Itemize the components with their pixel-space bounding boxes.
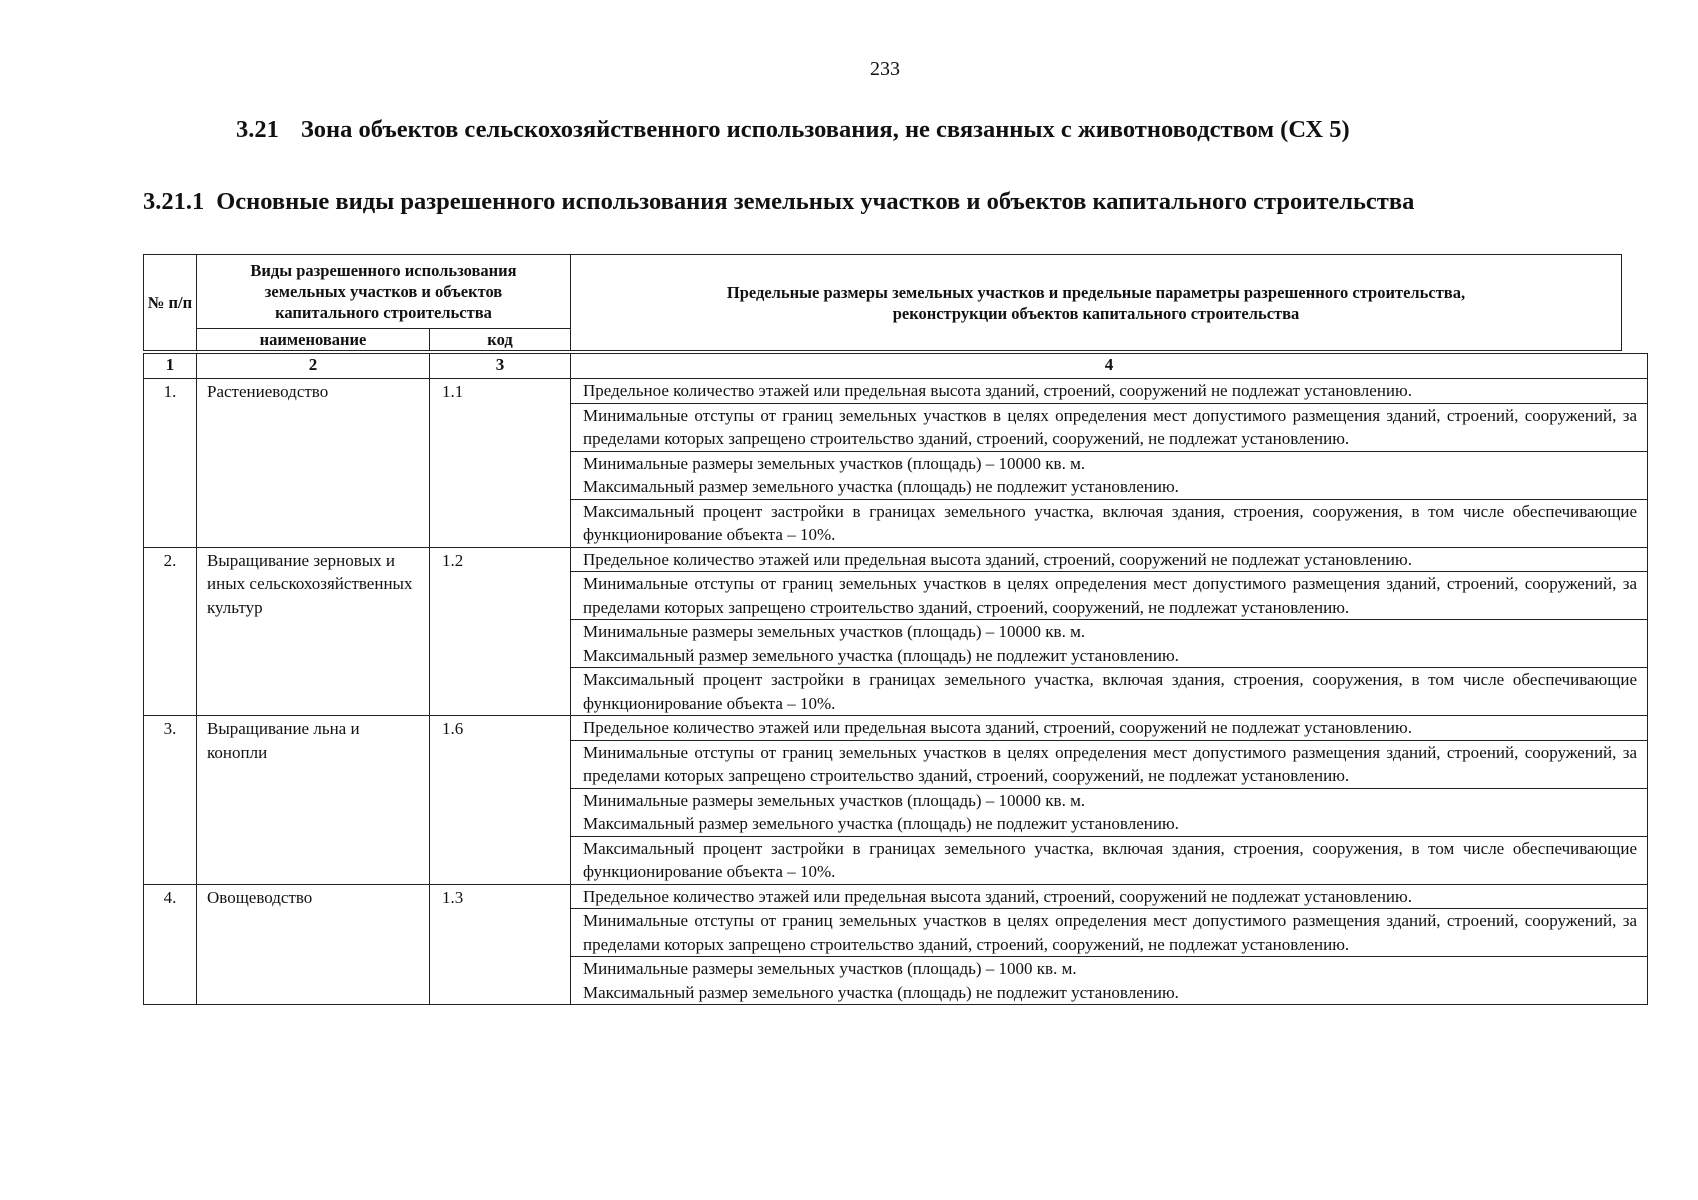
params-cell: [571, 884, 1648, 1005]
param-item: Предельное количество этажей или предельная высота зданий, строений, сооружений не подлежат установлению.: [583, 886, 1412, 906]
section-title: Зона объектов сельскохозяйственного использования, не связанных с животноводством (СХ 5): [300, 116, 1350, 143]
param-item: Предельное количество этажей или предельная высота зданий, строений, сооружений не подлежат установлению.: [583, 718, 1412, 737]
params-cell: [571, 716, 1648, 885]
table-header: [143, 254, 1622, 351]
param-line: Минимальные размеры земельных участков (площадь) – 1000 кв. м.: [583, 959, 1077, 978]
header-num: № п/п: [144, 255, 197, 351]
row-index: 3.: [144, 716, 197, 885]
params-cell: [571, 379, 1648, 548]
column-numbers-row: [144, 354, 1648, 379]
section-heading: [236, 116, 1350, 144]
use-type-name: Выращивание льна и конопли: [197, 716, 430, 885]
param-item: [571, 788, 1647, 836]
table-row: [144, 716, 1648, 885]
param-line: Минимальные размеры земельных участков (площадь) – 10000 кв. м.: [583, 790, 1086, 810]
param-line: Максимальный размер земельного участка (площадь) не подлежит установлению.: [583, 982, 1179, 1002]
param-item: Максимальный процент застройки в границах земельного участка, включая здания, строения, сооружения, в том числе обеспечивающие функционирование объекта – 10%.: [571, 499, 1647, 547]
param-item: Предельное количество этажей или предельная высота зданий, строений, сооружений не подлежат установлению.: [583, 549, 1412, 569]
data-table: [143, 353, 1648, 1005]
param-line: Минимальные размеры земельных участков (площадь) – 10000 кв. м.: [583, 622, 1086, 641]
page-number: 233: [870, 58, 900, 80]
row-index: 2.: [144, 547, 197, 716]
use-type-name: Овощеводство: [197, 884, 430, 1005]
param-item: Максимальный процент застройки в границах земельного участка, включая здания, строения, сооружения, в том числе обеспечивающие функционирование объекта – 10%.: [571, 836, 1647, 884]
use-type-name: Выращивание зерновых и иных сельскохозяйственных культур: [197, 547, 430, 716]
table-row: [144, 379, 1648, 548]
column-number: 3: [430, 354, 571, 379]
section-number: 3.21: [236, 116, 279, 143]
column-number: 4: [571, 354, 1648, 379]
param-item: Максимальный процент застройки в границах земельного участка, включая здания, строения, сооружения, в том числе обеспечивающие функционирование объекта – 10%.: [571, 667, 1647, 715]
row-index: 1.: [144, 379, 197, 548]
subsection-heading: [143, 188, 1414, 216]
param-item: Минимальные отступы от границ земельных участков в целях определения мест допустимого размещения зданий, строений, сооружений, за пределами которых запрещено строительство зданий, строений, сооружений, не подлежат установлению.: [571, 571, 1647, 619]
param-item: Предельное количество этажей или предельная высота зданий, строений, сооружений не подлежат установлению.: [583, 381, 1412, 400]
use-type-code: 1.6: [430, 716, 571, 885]
header-types-group: Виды разрешенного использования земельных участков и объектов капитального строительства: [197, 255, 571, 329]
param-item: [571, 619, 1647, 667]
table-row: [144, 547, 1648, 716]
param-item: Минимальные отступы от границ земельных участков в целях определения мест допустимого размещения зданий, строений, сооружений, за пределами которых запрещено строительство зданий, строений, сооружений, не подлежат установлению.: [571, 740, 1647, 788]
row-index: 4.: [144, 884, 197, 1005]
param-item: Минимальные отступы от границ земельных участков в целях определения мест допустимого размещения зданий, строений, сооружений, за пределами которых запрещено строительство зданий, строений, сооружений, не подлежат установлению.: [571, 403, 1647, 451]
use-type-name: Растениеводство: [197, 379, 430, 548]
column-number: 1: [144, 354, 197, 379]
use-type-code: 1.2: [430, 547, 571, 716]
param-line: Максимальный размер земельного участка (площадь) не подлежит установлению.: [583, 477, 1179, 496]
subsection-title: Основные виды разрешенного использования земельных участков и объектов капитального строительства: [216, 188, 1415, 215]
param-item: [571, 956, 1647, 1004]
header-code: код: [430, 329, 571, 351]
param-line: Минимальные размеры земельных участков (площадь) – 10000 кв. м.: [583, 453, 1086, 473]
column-number: 2: [197, 354, 430, 379]
param-line: Максимальный размер земельного участка (площадь) не подлежит установлению.: [583, 814, 1179, 833]
use-type-code: 1.3: [430, 884, 571, 1005]
subsection-number: 3.21.1: [143, 188, 205, 215]
header-name: наименование: [197, 329, 430, 351]
use-type-code: 1.1: [430, 379, 571, 548]
param-item: Минимальные отступы от границ земельных участков в целях определения мест допустимого размещения зданий, строений, сооружений, за пределами которых запрещено строительство зданий, строений, сооружений, не подлежат установлению.: [571, 908, 1647, 956]
table-row: [144, 884, 1648, 1005]
param-item: [571, 451, 1647, 499]
params-cell: [571, 547, 1648, 716]
header-params: Предельные размеры земельных участков и предельные параметры разрешенного строительства, реконструкции объектов капитального строительства: [571, 255, 1622, 351]
param-line: Максимальный размер земельного участка (площадь) не подлежит установлению.: [583, 645, 1179, 665]
